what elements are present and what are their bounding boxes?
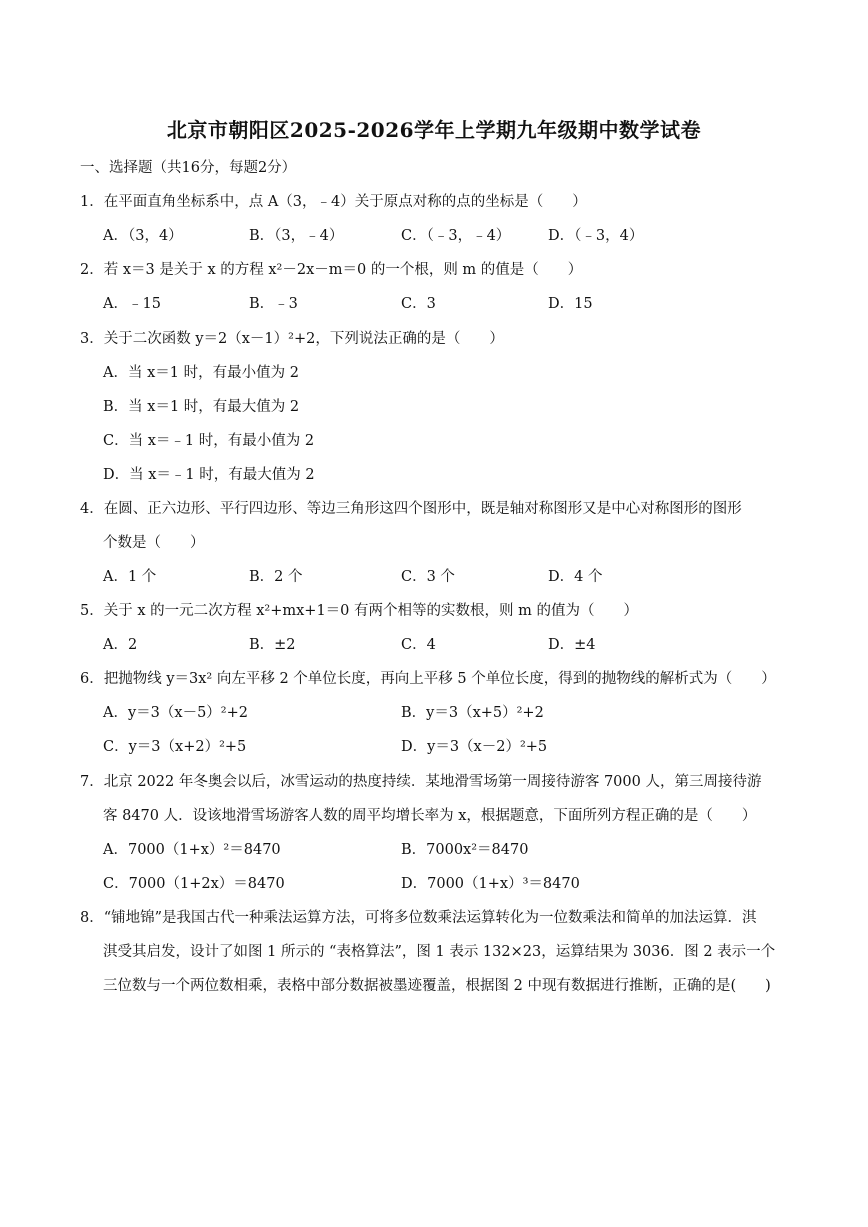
q6-option-c: C．y＝3（x+2）²+5 [103,739,247,755]
q7-option-d: D．7000（1+x）³＝8470 [401,876,580,892]
question-8-stem-cont-2: 三位数与一个两位数相乘，表格中部分数据被墨迹覆盖，根据图 2 中现有数据进行推断，正确的是( ) [103,978,771,994]
q5-option-a: A．2 [103,637,138,653]
q5-option-b: B．±2 [249,637,296,653]
question-4-stem: 4．在圆、正六边形、平行四边形、等边三角形这四个图形中，既是轴对称图形又是中心对称图形的图形 [80,501,742,517]
q2-option-b: B．﹣3 [249,296,298,312]
question-8-stem: 8．“铺地锦”是我国古代一种乘法运算方法，可将多位数乘法运算转化为一位数乘法和简单的加法运算．淇 [80,910,757,926]
q6-option-b: B．y＝3（x+5）²+2 [401,705,544,721]
question-4-stem-cont: 个数是（ ） [103,535,205,551]
question-7-stem-cont: 客 8470 人．设该地滑雪场游客人数的周平均增长率为 x，根据题意，下面所列方程正确的是（ ） [103,808,757,824]
q6-option-a: A．y＝3（x－5）²+2 [103,705,248,721]
q2-option-a: A．﹣15 [103,296,161,312]
question-2-stem: 2．若 x＝3 是关于 x 的方程 x²－2x－m＝0 的一个根，则 m 的值是（ ） [80,262,583,278]
q2-option-c: C．3 [401,296,436,312]
q4-option-a: A．1 个 [103,569,157,585]
q2-option-d: D．15 [548,296,593,312]
q1-option-c: C．（﹣3，﹣4） [401,228,511,244]
q3-option-b: B．当 x＝1 时，有最大值为 2 [103,399,300,415]
question-5-stem: 5．关于 x 的一元二次方程 x²+mx+1＝0 有两个相等的实数根，则 m 的值为（ ） [80,603,638,619]
question-3-stem: 3．关于二次函数 y＝2（x－1）²+2，下列说法正确的是（ ） [80,331,504,347]
q3-option-d: D．当 x＝﹣1 时，有最大值为 2 [103,467,315,483]
q5-option-c: C．4 [401,637,436,653]
q7-option-a: A．7000（1+x）²＝8470 [103,842,281,858]
question-1-stem: 1．在平面直角坐标系中，点 A（3，﹣4）关于原点对称的点的坐标是（ ） [80,194,587,210]
page-title: 北京市朝阳区2025-2026学年上学期九年级期中数学试卷 [166,118,702,142]
q7-option-c: C．7000（1+2x）＝8470 [103,876,285,892]
q7-option-b: B．7000x²＝8470 [401,842,529,858]
q5-option-d: D．±4 [548,637,596,653]
q1-option-d: D．（﹣3，4） [548,228,644,244]
question-6-stem: 6．把抛物线 y＝3x² 向左平移 2 个单位长度，再向上平移 5 个单位长度，得到的抛物线的解析式为（ ） [80,671,776,687]
q3-option-a: A．当 x＝1 时，有最小值为 2 [103,365,299,381]
q1-option-a: A．（3，4） [103,228,183,244]
q4-option-c: C．3 个 [401,569,455,585]
question-7-stem: 7．北京 2022 年冬奥会以后，冰雪运动的热度持续．某地滑雪场第一周接待游客 7000 人，第三周接待游 [80,774,762,790]
question-8-stem-cont: 淇受其启发，设计了如图 1 所示的 “表格算法”，图 1 表示 132×23，运算结果为 3036．图 2 表示一个 [103,944,776,960]
section-heading: 一、选择题（共16分，每题2分） [80,160,297,176]
q4-option-b: B．2 个 [249,569,303,585]
q6-option-d: D．y＝3（x－2）²+5 [401,739,548,755]
q1-option-b: B．（3，﹣4） [249,228,344,244]
q3-option-c: C．当 x＝﹣1 时，有最小值为 2 [103,433,315,449]
q4-option-d: D．4 个 [548,569,603,585]
